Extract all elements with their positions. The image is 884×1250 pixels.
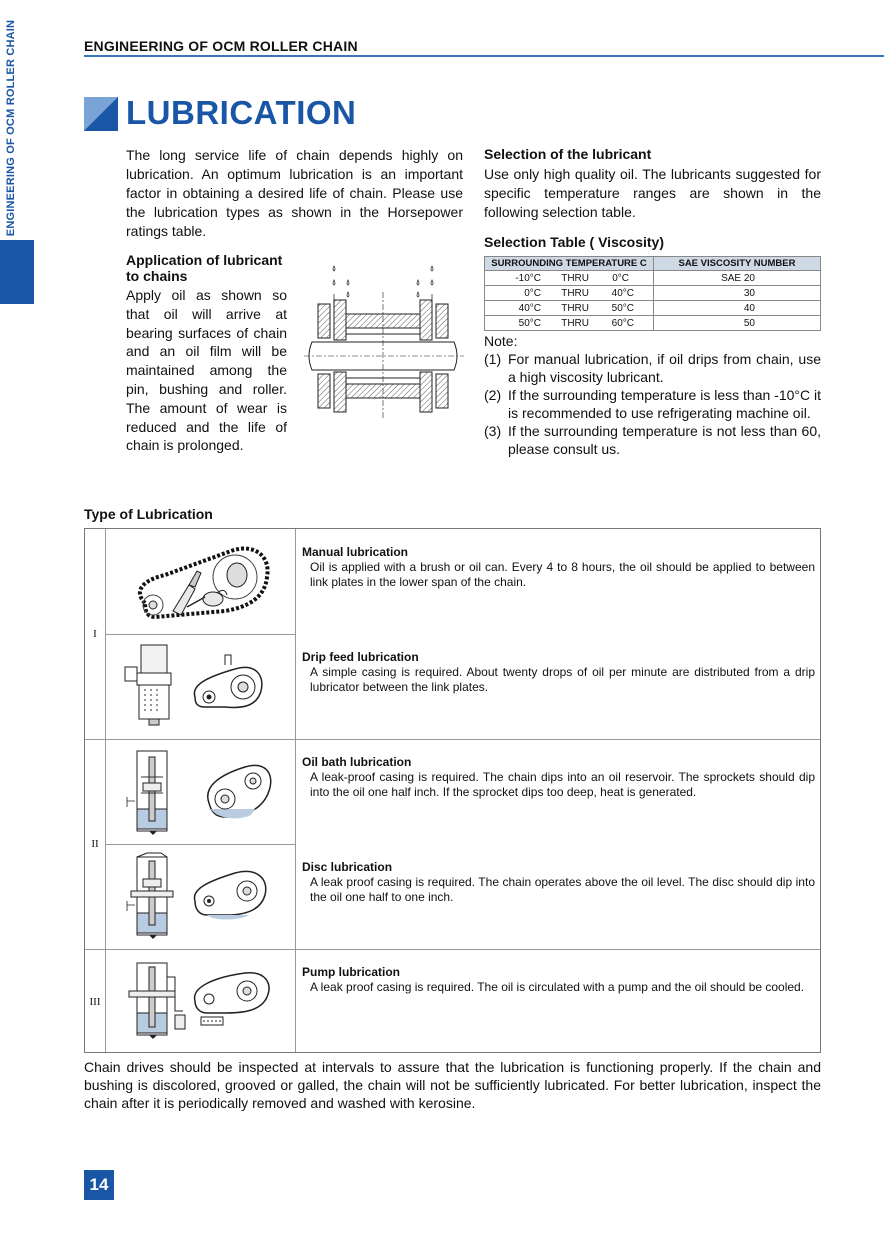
oil-bath-lubrication-illustration — [115, 747, 285, 837]
drip-feed-lubrication-illustration — [115, 641, 285, 731]
drip-feed-lubrication-title: Drip feed lubrication — [302, 650, 419, 664]
table-row — [485, 286, 821, 301]
temp-from: -10°C — [515, 272, 541, 284]
manual-lubrication-title: Manual lubrication — [302, 545, 409, 559]
manual-lubrication-desc: Oil is applied with a brush or oil can. Every 4 to 8 hours, the oil should be applied to between link plates in the lower span of the chain. — [310, 560, 815, 589]
temp-thru: THRU — [561, 272, 589, 284]
disc-lubrication-title: Disc lubrication — [302, 860, 393, 874]
pump-lubrication-title: Pump lubrication — [302, 965, 401, 979]
side-tab-block — [0, 240, 34, 304]
temp-to: 40°C — [611, 287, 634, 299]
manual-lubrication-illustration — [125, 537, 275, 629]
temp-thru: THRU — [561, 317, 589, 329]
page-number: 14 — [84, 1170, 114, 1200]
temp-thru: THRU — [561, 302, 589, 314]
viscosity-header: SAE VISCOSITY NUMBER — [654, 257, 821, 271]
disc-lubrication-illustration — [115, 851, 285, 941]
sae-value: 50 — [654, 316, 821, 331]
notes — [484, 332, 821, 458]
disc-lubrication-desc: A leak proof casing is required. The chain operates above the oil level. The disc should dip into the oil one half to one inch. — [310, 875, 815, 904]
temp-from: 50°C — [518, 317, 541, 329]
class-three-label: III — [89, 996, 101, 1008]
class-one-label: I — [93, 628, 97, 640]
oil-bath-lubrication-desc: A leak-proof casing is required. The chain dips into an oil reservoir. The sprockets should dip into the oil one half inch. If the sprocket dips too deep, heat is generated. — [310, 770, 815, 799]
selection-body: Use only high quality oil. The lubricants suggested for specific temperature ranges are shown in the following selection table. — [484, 166, 821, 220]
sae-value: 30 — [654, 286, 821, 301]
type-of-lubrication-heading: Type of Lubrication — [84, 506, 213, 522]
sae-value: 40 — [654, 301, 821, 316]
note-item — [484, 350, 821, 386]
note-item — [484, 422, 821, 458]
note-text: If the surrounding temperature is less than -10°C it is recommended to use refrigerating machine oil. — [508, 387, 821, 421]
pump-lubrication-desc: A leak proof casing is required. The oil is circulated with a pump and the oil should be cooled. — [310, 980, 805, 994]
drip-feed-lubrication-desc: A simple casing is required. About twenty drops of oil per minute are distributed from a drip lubricator between the link plates. — [310, 665, 815, 694]
note-text: If the surrounding temperature is not less than 60, please consult us. — [508, 423, 821, 457]
inspection-paragraph: Chain drives should be inspected at intervals to assure that the lubrication is functioning properly. If the chain and bushing is discolored, grooved or galled, the chain will not be sufficiently lubricated. For better lubrication, inspect the chain after it is periodically removed and washed with kerosine. — [84, 1059, 821, 1111]
temp-from: 0°C — [524, 287, 541, 299]
temp-thru: THRU — [561, 287, 589, 299]
table-row — [485, 271, 821, 286]
temp-to: 0°C — [612, 272, 629, 284]
chain-cross-section-figure — [300, 262, 468, 422]
temp-to: 60°C — [611, 317, 634, 329]
lubrication-types-table — [84, 528, 821, 1053]
viscosity-table-title: Selection Table ( Viscosity) — [484, 234, 664, 250]
note-item — [484, 386, 821, 422]
notes-label: Note: — [484, 333, 518, 349]
note-number: (2) — [484, 387, 502, 403]
page-title: LUBRICATION — [126, 94, 357, 131]
sae-value: SAE 20 — [654, 271, 821, 286]
pump-lubrication-illustration — [115, 957, 285, 1047]
oil-bath-lubrication-title: Oil bath lubrication — [302, 755, 412, 769]
application-heading: Application of lubricant to chains — [126, 252, 283, 284]
running-header: ENGINEERING OF OCM ROLLER CHAIN — [84, 38, 358, 54]
application-body: Apply oil as shown so that oil will arrive at bearing surfaces of chain and an oil film will be maintained among the pin, bushing and roller. The amount of wear is reduced and the life of chain is prolonged. — [126, 287, 287, 454]
class-two-label: II — [91, 838, 99, 850]
temp-from: 40°C — [518, 302, 541, 314]
selection-heading: Selection of the lubricant — [484, 146, 652, 162]
temperature-header: SURROUNDING TEMPERATURE C — [485, 257, 654, 271]
viscosity-table — [484, 256, 821, 331]
intro-paragraph: The long service life of chain depends highly on lubrication. An optimum lubrication is an important factor in obtaining a desired life of chain. Please use the lubrication types as shown in the Horsepower ratings table. — [126, 147, 463, 239]
header-rule — [84, 55, 884, 57]
table-row — [485, 316, 821, 331]
note-text: For manual lubrication, if oil drips from chain, use a high viscosity lubricant. — [508, 351, 821, 385]
title-square-icon — [84, 97, 118, 131]
note-number: (1) — [484, 351, 502, 367]
note-number: (3) — [484, 423, 502, 439]
temp-to: 50°C — [611, 302, 634, 314]
table-header-row — [485, 257, 821, 271]
side-tab-text: ENGINEERING OF OCM ROLLER CHAIN — [5, 19, 17, 237]
table-row — [485, 301, 821, 316]
